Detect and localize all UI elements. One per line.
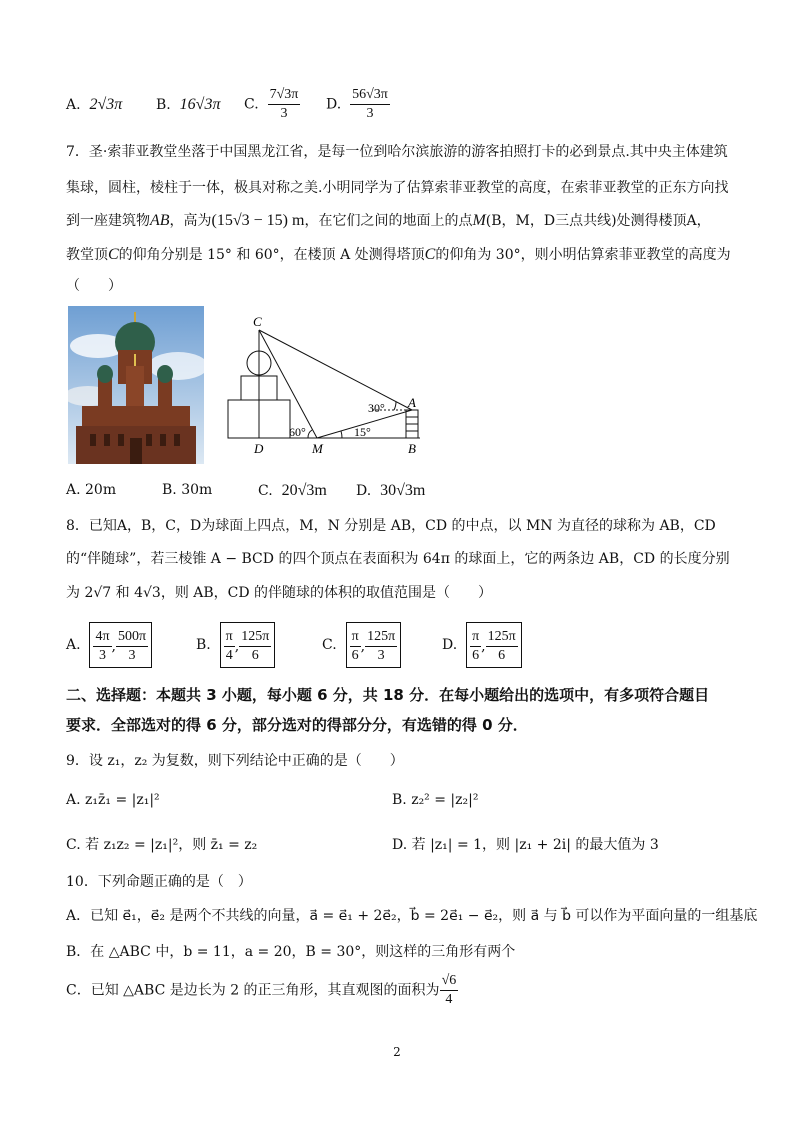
q6-option-c: C. $\frac{7√3\pi}{3}$ [244, 87, 299, 121]
label-angle15: 15° [354, 425, 371, 439]
q7-option-c: C. 20√3m [258, 482, 327, 499]
q10-option-c: C．已知 △ABC 是边长为 2 的正三角形，其直观图的面积为 $\frac{√6}{4}$ [66, 973, 457, 1007]
q7-option-d: D. 30√3m [356, 482, 426, 499]
geometry-diagram [222, 316, 432, 461]
q7-option-a: A. 20m [66, 482, 117, 498]
cathedral-photo [68, 306, 204, 464]
label-a: A [408, 395, 416, 410]
label-m: M [312, 441, 323, 456]
q9-option-c: C. 若 z₁z₂ = |z₁|²，则 z̄₁ = z₂ [66, 837, 258, 853]
q8-option-d: D. $\frac{\pi}{6}$ , $\frac{125\pi}{6}$ [442, 622, 522, 668]
q8-line1: 8．已知A，B，C，D为球面上四点，M，N 分别是 AB，CD 的中点，以 MN 为直径的球称为 AB，CD [66, 518, 716, 534]
q9-option-a: A. z₁z̄₁ = |z₁|² [66, 792, 160, 808]
q7-line5: （ ） [66, 278, 122, 294]
q7-option-b: B. 30m [162, 482, 213, 498]
q10-option-b: B．在 △ABC 中，b = 11，a = 20，B = 30°，则这样的三角形有两个 [66, 944, 516, 960]
q6-option-b: B. 16√3π [156, 96, 221, 113]
q7-line4: 教堂顶C的仰角分别是 15° 和 60°，在楼顶 A 处测得塔顶C的仰角为 30°，则小明估算索菲亚教堂的高度为 [66, 246, 731, 263]
q9-option-d: D. 若 |z₁| = 1，则 |z₁ + 2i| 的最大值为 3 [392, 837, 659, 853]
q8-line3: 为 2√7 和 4√3，则 AB，CD 的伴随球的体积的取值范围是（ ） [66, 585, 493, 601]
section2-line2: 要求．全部选对的得 6 分，部分选对的得部分分，有选错的得 0 分． [66, 716, 528, 734]
q10-stem: 10．下列命题正确的是（ ） [66, 874, 252, 890]
page-number: 2 [393, 1045, 401, 1059]
label-d: D [254, 441, 264, 456]
section2-line1: 二、选择题：本题共 3 小题，每小题 6 分，共 18 分．在每小题给出的选项中，有多项符合题目 [66, 686, 710, 704]
q7-line1: 7．圣·索菲亚教堂坐落于中国黑龙江省，是每一位到哈尔滨旅游的游客拍照打卡的必到景点.其中央主体建筑 [66, 144, 728, 160]
label-b: B [408, 441, 416, 456]
q8-option-a: A. $\frac{4\pi}{3}$ , $\frac{500\pi}{3}$ [66, 622, 152, 668]
label-c: C [253, 316, 262, 329]
q6-option-a: A. 2√3π [66, 96, 123, 113]
q8-line2: 的“伴随球”，若三棱锥 A − BCD 的四个顶点在表面积为 64π 的球面上，它的两条边 AB，CD 的长度分别 [66, 551, 730, 567]
q6-option-d: D. $\frac{56√3\pi}{3}$ [326, 87, 388, 121]
q9-option-b: B. z₂² = |z₂|² [392, 792, 479, 808]
q9-stem: 9．设 z₁，z₂ 为复数，则下列结论中正确的是（ ） [66, 753, 404, 769]
q8-option-c: C. $\frac{\pi}{6}$ , $\frac{125\pi}{3}$ [322, 622, 401, 668]
label-angle60: 60° [289, 425, 306, 439]
q7-line3: 到一座建筑物AB，高为(15√3 − 15) m，在它们之间的地面上的点M(B，M，D三点共线)处测得楼顶A， [66, 212, 711, 229]
label-angle30: 30° [368, 401, 385, 415]
q10-option-a: A．已知 e⃗₁，e⃗₂ 是两个不共线的向量，a⃗ = e⃗₁ + 2e⃗₂，b⃗ = 2e⃗₁ − e⃗₂，则 a⃗ 与 b⃗ 可以作为平面向量的一组基底 [66, 908, 758, 924]
q7-line2: 集球，圆柱，棱柱于一体，极具对称之美.小明同学为了估算索菲亚教堂的高度，在索菲亚教堂的正东方向找 [66, 180, 729, 196]
q8-option-b: B. $\frac{\pi}{4}$ , $\frac{125\pi}{6}$ [196, 622, 275, 668]
